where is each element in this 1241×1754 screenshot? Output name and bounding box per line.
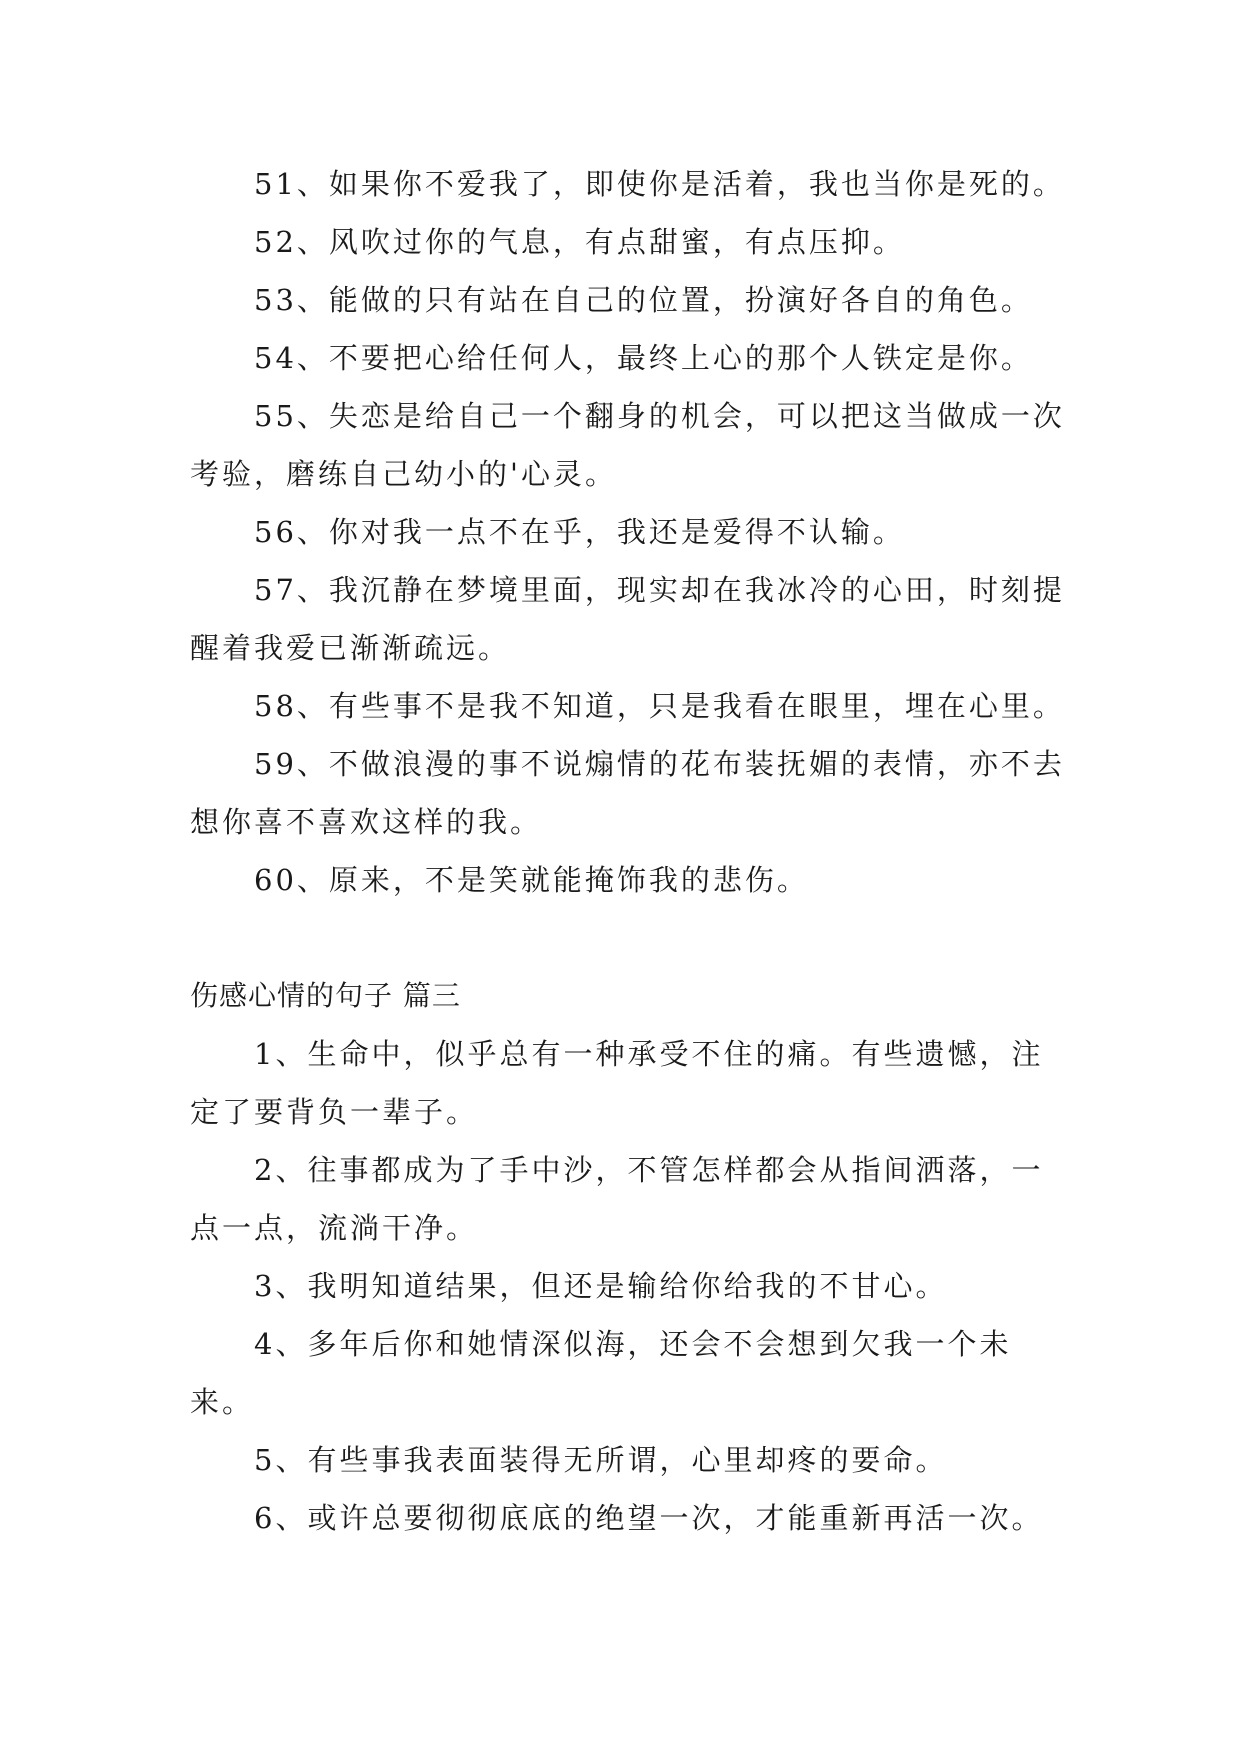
list-item: 6、或许总要彻彻底底的绝望一次，才能重新再活一次。 [254,1501,1044,1535]
list-item: 56、你对我一点不在乎，我还是爱得不认输。 [254,515,905,549]
list-item: 60、原来，不是笑就能掩饰我的悲伤。 [254,863,809,897]
list-item: 57、我沉静在梦境里面，现实却在我冰冷的心田，时刻提醒着我爱已渐渐疏远。 [190,573,1065,665]
list-item: 52、风吹过你的气息，有点甜蜜，有点压抑。 [254,225,905,259]
list-item: 2、往事都成为了手中沙，不管怎样都会从指间洒落，一点一点，流淌干净。 [190,1153,1044,1245]
list-item: 59、不做浪漫的事不说煽情的花布装抚媚的表情，亦不去想你喜不喜欢这样的我。 [190,747,1065,839]
list-item: 1、生命中，似乎总有一种承受不住的痛。有些遗憾，注定了要背负一辈子。 [190,1037,1044,1129]
list-item: 51、如果你不爱我了，即使你是活着，我也当你是死的。 [254,167,1065,201]
list-item: 55、失恋是给自己一个翻身的机会，可以把这当做成一次考验，磨练自己幼小的'心灵。 [190,399,1065,491]
list-item: 54、不要把心给任何人，最终上心的那个人铁定是你。 [254,341,1033,375]
section-heading: 伤感心情的句子 篇三 [190,979,461,1012]
section-spacer [190,909,1070,967]
list-item: 5、有些事我表面装得无所谓，心里却疼的要命。 [254,1443,948,1477]
list-item: 53、能做的只有站在自己的位置，扮演好各自的角色。 [254,283,1033,317]
list-item: 4、多年后你和她情深似海，还会不会想到欠我一个未来。 [190,1327,1012,1419]
document-body [190,155,1070,1547]
list-item: 3、我明知道结果，但还是输给你给我的不甘心。 [254,1269,948,1303]
list-item: 58、有些事不是我不知道，只是我看在眼里，埋在心里。 [254,689,1065,723]
